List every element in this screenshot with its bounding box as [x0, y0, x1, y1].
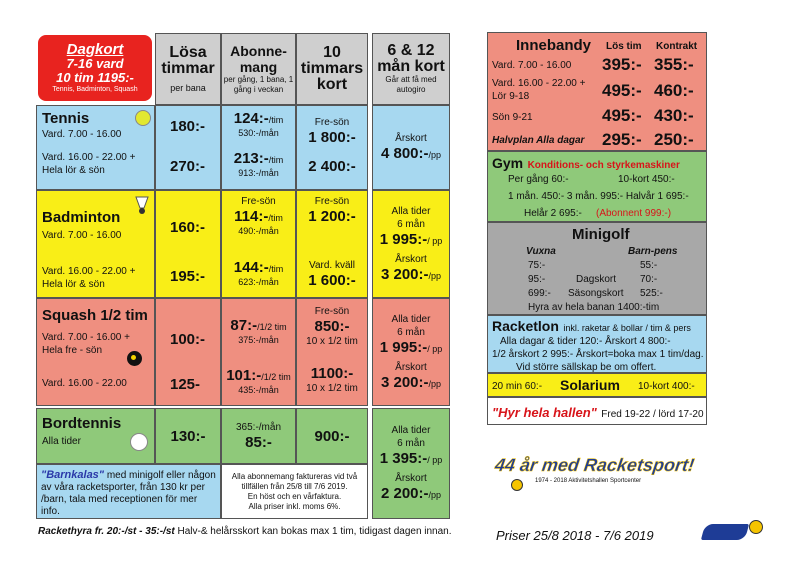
squash-title: Squash 1/2 tim	[42, 307, 148, 324]
innebandy-row2-label: Vard. 16.00 - 22.00 + Lör 9-18	[492, 78, 586, 102]
innebandy-row1-los: 395:-	[602, 55, 642, 74]
racketlon-line3: Vid större sällskap be om offert.	[516, 362, 657, 373]
tennis-abo-day-month: 530:-/mån	[238, 128, 279, 138]
squash-abo-day-unit: /1/2 tim	[257, 322, 287, 332]
badminton-price-evening: 195:-	[170, 268, 206, 285]
badminton-tio-price1: 1 200:-	[308, 208, 356, 225]
badminton-abo-day-month: 490:-/mån	[238, 226, 279, 236]
tennis-name-cell	[36, 105, 155, 190]
tennis-tio-price1: 1 800:-	[308, 129, 356, 146]
innebandy-row4-kontrakt: 250:-	[654, 130, 694, 149]
gym-box	[487, 151, 707, 222]
tennis-tio-label: Fre-sön	[314, 117, 350, 128]
tennis-abo-day: 124:-	[233, 110, 269, 127]
minigolf-row2-mid: Dagskort	[576, 274, 617, 285]
tennis-title: Tennis	[42, 110, 90, 127]
squash-mankort-cell	[372, 298, 450, 406]
squash-tio-label3: 10 x 1/2 tim	[306, 383, 358, 394]
minigolf-hyra: Hyra av hela banan 1400:-tim	[528, 302, 660, 313]
solarium-10-kort: 10-kort 400:-	[638, 381, 695, 392]
innebandy-row3-los: 495:-	[602, 106, 642, 125]
badminton-losa-cell	[155, 190, 221, 298]
squash-losa-cell	[155, 298, 221, 406]
minigolf-title: Minigolf	[572, 226, 630, 243]
badminton-abo-label: Fre-sön	[241, 196, 276, 207]
badminton-mankort-price2: 3 200:-	[380, 265, 429, 283]
badminton-time-evening: Vard. 16.00 - 22.00 + Hela lör & sön	[42, 266, 136, 290]
bordtennis-name-cell	[36, 408, 155, 464]
dagkort-hours: 7-16 vard	[66, 55, 124, 71]
hyr-hallen-box	[487, 397, 707, 425]
innebandy-row2-kontrakt: 460:-	[654, 81, 694, 100]
badminton-abonnemang-cell	[221, 190, 296, 298]
header-losa-sub: per bana	[170, 83, 206, 93]
tennis-abo-evening-month: 913:-/mån	[238, 168, 279, 178]
bordtennis-abonnemang-cell	[221, 408, 296, 464]
squash-abonnemang-cell	[221, 298, 296, 406]
barnkalas-title: "Barnkalas"	[41, 469, 105, 481]
badminton-mankort-cell	[372, 190, 450, 298]
squash-tio-label1: Fre-sön	[314, 306, 350, 317]
minigolf-row3-vuxna: 699:-	[528, 288, 551, 299]
racketlon-title: Racketlon	[492, 318, 559, 334]
badminton-abo-evening-unit: /tim	[268, 264, 284, 274]
minigolf-row1-vuxna: 75:-	[528, 260, 546, 271]
squash-abo-evening: 101:-	[226, 367, 262, 384]
badminton-abo-evening: 144:-	[233, 259, 269, 276]
squash-mankort-price1: 1 995:-	[379, 338, 428, 356]
abonnemang-note-line3: Alla priser inkl. moms 6%.	[248, 501, 341, 511]
tennis-time-evening: Vard. 16.00 - 22.00 + Hela lör & sön	[42, 152, 136, 176]
squash-name-cell	[36, 298, 155, 406]
dagkort-title: Dagkort	[66, 40, 124, 58]
minigolf-row3-barn: 525:-	[640, 288, 663, 299]
squash-price-day: 100:-	[170, 331, 206, 348]
minigolf-barn: Barn-pens	[628, 246, 678, 257]
bordtennis-title: Bordtennis	[42, 415, 122, 432]
squash-tio-label2: 10 x 1/2 tim	[306, 336, 358, 347]
anniversary-logo-sub: 1974 - 2018 Aktivitetshallen Sportcenter	[535, 478, 642, 484]
sportcenter-logo-mark	[701, 524, 749, 540]
tennis-abo-evening: 213:-	[233, 150, 269, 167]
bordtennis-mankort-label2: 6 mån	[397, 438, 425, 449]
header-abonnemang-sub: per gång, 1 bana, 1 gång i veckan	[223, 75, 294, 94]
header-losa	[155, 33, 221, 105]
hyr-hallen-times: Fred 19-22 / lörd 17-20	[601, 409, 704, 420]
innebandy-row4-label: Halvplan Alla dagar	[492, 135, 585, 146]
gym-subtitle: Konditions- och styrkemaskiner	[527, 160, 680, 171]
bordtennis-mankort-unit2: /pp	[428, 490, 442, 500]
badminton-mankort-price1: 1 995:-	[379, 230, 428, 248]
tennis-abo-day-unit: /tim	[268, 115, 284, 125]
dagkort-price: 10 tim 1195:-	[56, 69, 134, 85]
tennis-tio-cell	[296, 105, 368, 190]
bordtennis-mankort-price2: 2 200:-	[380, 485, 429, 502]
minigolf-box	[487, 222, 707, 315]
innebandy-row1-label: Vard. 7.00 - 16.00	[492, 60, 572, 71]
squash-time-evening: Vard. 16.00 - 22.00	[42, 378, 127, 389]
badminton-name-cell	[36, 190, 155, 298]
bordtennis-abo-month: 365:-/mån	[235, 422, 282, 433]
tennis-mankort-label: Årskort	[395, 133, 427, 144]
badminton-tio-price2: 1 600:-	[308, 272, 356, 289]
minigolf-row2-barn: 70:-	[640, 274, 658, 285]
innebandy-title: Innebandy	[516, 37, 592, 54]
racketlon-line1: Alla dagar & tider 120:- Årskort 4 800:-	[500, 336, 671, 347]
badminton-price-day: 160:-	[170, 219, 206, 236]
bordtennis-losa-cell	[155, 408, 221, 464]
sportcenter-ball-icon	[749, 520, 763, 534]
barnkalas-text: med minigolf eller någon av våra racketsporter, från 130 kr per /barn, tala med receptionen för mer info.	[41, 470, 216, 517]
tennis-losa-cell	[155, 105, 221, 190]
squash-abo-evening-month: 435:-/mån	[238, 385, 279, 395]
bordtennis-abo-price: 85:-	[245, 434, 272, 451]
innebandy-row2-los: 495:-	[602, 81, 642, 100]
innebandy-row1-kontrakt: 355:-	[654, 55, 694, 74]
gym-10-kort: 10-kort 450:-	[618, 174, 675, 185]
ball-cluster-icon	[511, 479, 523, 491]
badminton-tio-label2: Vard. kväll	[309, 260, 355, 271]
innebandy-row3-kontrakt: 430:-	[654, 106, 694, 125]
tennis-time-day: Vard. 7.00 - 16.00	[42, 129, 122, 140]
barnkalas-box	[36, 464, 221, 519]
squash-mankort-unit2: /pp	[428, 378, 442, 389]
squash-mankort-price2: 3 200:-	[380, 373, 429, 391]
badminton-abo-evening-month: 623:-/mån	[238, 277, 279, 287]
header-tio-label: 10 timmars kort	[300, 44, 364, 93]
squash-mankort-label1: Alla tider	[391, 313, 431, 325]
badminton-tio-cell	[296, 190, 368, 298]
bordtennis-mankort-cell	[372, 408, 450, 519]
minigolf-row3-mid: Säsongskort	[568, 288, 624, 299]
header-losa-label: Lösa timmar	[161, 44, 215, 77]
innebandy-col-kontrakt: Kontrakt	[656, 41, 698, 52]
gym-title: Gym	[492, 155, 524, 171]
squash-abo-evening-unit: /1/2 tim	[261, 372, 291, 382]
badminton-mankort-label1: Alla tider	[391, 205, 431, 217]
tennis-mankort-cell	[372, 105, 450, 190]
tennis-price-evening: 270:-	[170, 158, 206, 175]
bordtennis-mankort-unit1: / pp	[427, 455, 443, 465]
minigolf-row1-barn: 55:-	[640, 260, 658, 271]
solarium-title: Solarium	[560, 377, 620, 393]
tennis-abonnemang-cell	[221, 105, 296, 190]
header-mankort-label: 6 & 12 mån kort	[377, 42, 445, 75]
bordtennis-mankort-label3: Årskort	[395, 473, 427, 484]
header-mankort	[372, 33, 450, 105]
badminton-time-day: Vard. 7.00 - 16.00	[42, 230, 122, 241]
abonnemang-note	[221, 464, 368, 519]
header-abonnemang	[221, 33, 296, 105]
squash-tio-cell	[296, 298, 368, 406]
bordtennis-price: 130:-	[170, 427, 206, 445]
abonnemang-note-line1: Alla abonnemang faktureras vid två tillfällen från 25/8 till 7/6 2019.	[231, 471, 358, 491]
anniversary-logo	[495, 455, 695, 503]
rackethyra-text: Rackethyra fr. 20:-/st - 35:-/st	[38, 526, 175, 537]
header-tio	[296, 33, 368, 105]
racketlon-box	[487, 315, 707, 373]
bordtennis-tio-cell	[296, 408, 368, 464]
innebandy-row4-los: 295:-	[602, 130, 642, 149]
gym-periods: 1 mån. 450:- 3 mån. 995:- Halvår 1 695:-	[508, 191, 689, 202]
squash-ball-icon	[127, 351, 142, 366]
halvars-text: Halv-& helårsskort kan bokas max 1 tim, tidigast dagen innan.	[177, 526, 452, 537]
racketlon-sub: inkl. raketar & bollar / tim & pers	[563, 323, 691, 333]
gym-abonnent: (Abonnent 999:-)	[596, 208, 672, 219]
solarium-single: 20 min 60:-	[492, 381, 543, 392]
solarium-box	[487, 373, 707, 397]
tennis-tio-price2: 2 400:-	[308, 158, 356, 175]
abonnemang-note-line2: En höst och en vårfaktura.	[247, 491, 342, 501]
gym-helar: Helår 2 695:-	[524, 208, 582, 219]
sportcenter-logo	[703, 518, 769, 546]
squash-abo-day: 87:-	[230, 317, 258, 334]
squash-abo-day-month: 375:-/mån	[238, 335, 279, 345]
bordtennis-mankort-label1: Alla tider	[391, 425, 431, 436]
badminton-title: Badminton	[42, 209, 121, 226]
tennis-ball-icon	[135, 110, 151, 126]
minigolf-vuxna: Vuxna	[526, 246, 556, 257]
dagkort-badge	[38, 35, 152, 101]
hyr-hallen-title: "Hyr hela hallen"	[492, 405, 597, 420]
badminton-mankort-label2: 6 mån	[397, 218, 425, 230]
squash-price-evening: 125-	[170, 376, 201, 393]
price-period: Priser 25/8 2018 - 7/6 2019	[496, 528, 654, 543]
bordtennis-tio-price: 900:-	[314, 427, 350, 445]
header-mankort-sub: Går att få med autogiro	[385, 75, 437, 94]
header-abonnemang-label: Abonne-mang	[230, 43, 287, 75]
squash-tio-price2: 1100:-	[310, 365, 354, 382]
footer-note	[38, 526, 452, 537]
squash-time-day: Vard. 7.00 - 16.00 + Hela fre - sön	[42, 332, 130, 356]
tennis-abo-evening-unit: /tim	[268, 155, 284, 165]
innebandy-box	[487, 32, 707, 151]
squash-mankort-label2: 6 mån	[397, 326, 425, 338]
dagkort-sports: Tennis, Badminton, Squash	[52, 85, 138, 93]
badminton-abo-day-unit: /tim	[268, 213, 283, 223]
bordtennis-mankort-price1: 1 395:-	[379, 450, 428, 467]
badminton-mankort-label3: Årskort	[395, 253, 427, 265]
pingpong-ball-icon	[130, 433, 148, 451]
gym-per-gang: Per gång 60:-	[508, 174, 569, 185]
badminton-tio-label1: Fre-sön	[314, 196, 350, 207]
squash-tio-price1: 850:-	[314, 318, 350, 335]
bordtennis-time: Alla tider	[42, 436, 81, 447]
tennis-mankort-unit: /pp	[428, 150, 442, 160]
badminton-mankort-unit1: / pp	[427, 235, 443, 246]
badminton-mankort-unit2: /pp	[428, 270, 442, 281]
squash-mankort-label3: Årskort	[395, 361, 427, 373]
tennis-mankort-price: 4 800:-	[380, 145, 429, 162]
tennis-price-day: 180:-	[170, 118, 206, 135]
squash-mankort-unit1: / pp	[427, 343, 443, 354]
innebandy-row3-label: Sön 9-21	[492, 112, 533, 123]
minigolf-row2-vuxna: 95:-	[528, 274, 546, 285]
innebandy-col-los: Lös tim	[606, 41, 642, 52]
anniversary-logo-text: 44 år med Racketsport!	[493, 455, 696, 475]
racketlon-line2: 1/2 årskort 2 995:- Årskort=boka max 1 tim/dag.	[492, 349, 704, 360]
badminton-abo-day: 114:-	[234, 208, 269, 225]
shuttlecock-icon	[133, 195, 151, 215]
